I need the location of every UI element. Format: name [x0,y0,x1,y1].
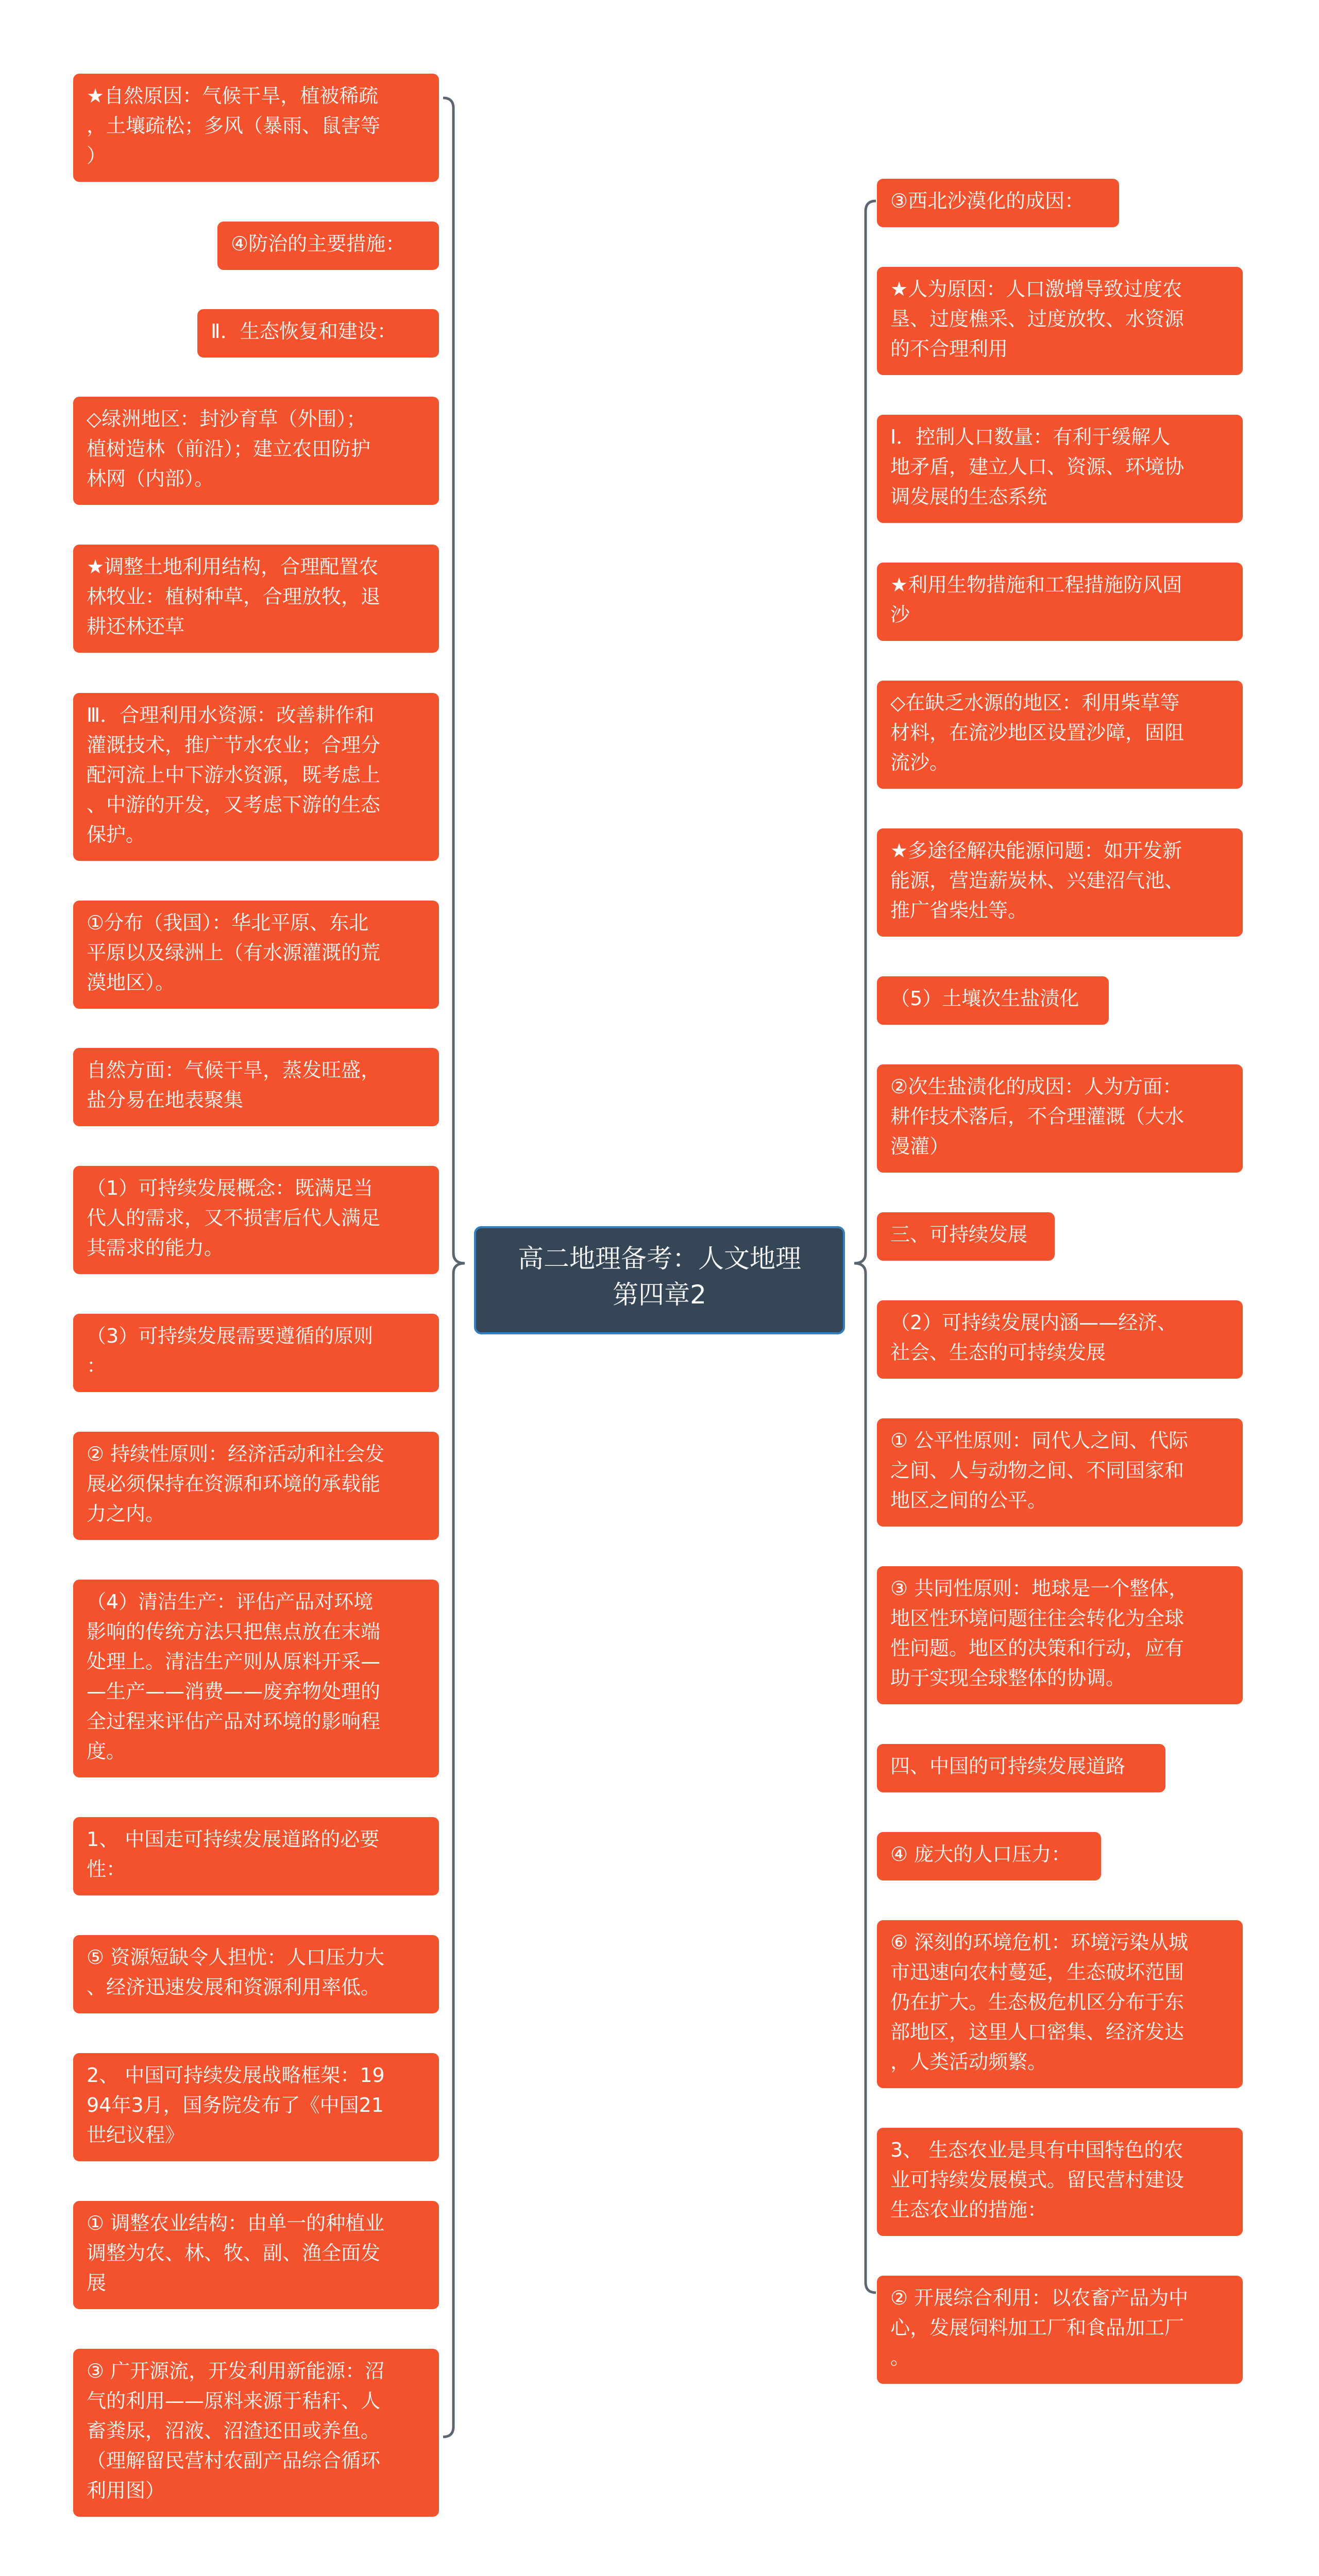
left-node-distribution-china[interactable]: ①分布（我国）：华北平原、东北 平原以及绿洲上（有水源灌溉的荒 漠地区）。 [73,901,439,1009]
left-node-natural-aspects[interactable]: 自然方面：气候干旱，蒸发旺盛， 盐分易在地表聚集 [73,1048,439,1126]
right-node-population-control[interactable]: Ⅰ．控制人口数量：有利于缓解人 地矛盾，建立人口、资源、环境协 调发展的生态系统 [877,415,1243,523]
left-node-strategy-framework[interactable]: 2、 中国可持续发展战略框架：19 94年3月，国务院发布了《中国21 世纪议程》 [73,2053,439,2161]
right-node-human-causes[interactable]: ★人为原因：人口激增导致过度农 垦、过度樵采、过度放牧、水资源 的不合理利用 [877,267,1243,375]
left-node-water-resources[interactable]: Ⅲ．合理利用水资源：改善耕作和 灌溉技术，推广节水农业；合理分 配河流上中下游水资源，既考虑上 、中游的开发，又考虑下游的生态 保护。 [73,693,439,861]
left-node-principles[interactable]: （3）可持续发展需要遵循的原则 ： [73,1314,439,1392]
left-node-resource-shortage[interactable]: ⑤ 资源短缺令人担忧：人口压力大 、经济迅速发展和资源利用率低。 [73,1935,439,2013]
right-node-population-pressure[interactable]: ④ 庞大的人口压力： [877,1832,1101,1880]
root-topic[interactable]: 高二地理备考：人文地理 第四章2 [474,1226,845,1334]
right-node-water-scarce-area[interactable]: ◇在缺乏水源的地区：利用柴草等 材料，在流沙地区设置沙障，固阻 流沙。 [877,681,1243,789]
right-node-energy-solutions[interactable]: ★多途径解决能源问题：如开发新 能源，营造薪炭林、兴建沼气池、 推广省柴灶等。 [877,828,1243,937]
left-node-control-measures[interactable]: ④防治的主要措施： [217,222,439,270]
right-node-eco-agriculture[interactable]: 3、 生态农业是具有中国特色的农 业可持续发展模式。留民营村建设 生态农业的措施： [877,2128,1243,2236]
left-node-land-use-structure[interactable]: ★调整土地利用结构，合理配置农 林牧业：植树种草，合理放牧，退 耕还林还草 [73,545,439,653]
right-node-sustainable-development[interactable]: 三、可持续发展 [877,1212,1055,1261]
left-node-agriculture-structure[interactable]: ① 调整农业结构：由单一的种植业 调整为农、林、牧、副、渔全面发 展 [73,2201,439,2309]
right-node-commonality-principle[interactable]: ③ 共同性原则：地球是一个整体， 地区性环境问题往往会转化为全球 性问题。地区的决策和行动，应有 助于实现全球整体的协调。 [877,1566,1243,1704]
right-node-comprehensive-utilization[interactable]: ② 开展综合利用：以农畜产品为中 心，发展饲料加工厂和食品加工厂 。 [877,2276,1243,2384]
right-node-biological-measures[interactable]: ★利用生物措施和工程措施防风固 沙 [877,563,1243,641]
right-node-fairness-principle[interactable]: ① 公平性原则：同代人之间、代际 之间、人与动物之间、不同国家和 地区之间的公平。 [877,1418,1243,1527]
right-node-china-path[interactable]: 四、中国的可持续发展道路 [877,1744,1165,1792]
left-node-new-energy[interactable]: ③ 广开源流，开发利用新能源：沼 气的利用——原料来源于秸秆、人 畜粪尿，沼液、沼渣还田或养鱼。 （理解留民营村农副产品综合循环 利用图） [73,2349,439,2517]
left-node-clean-production[interactable]: （4）清洁生产：评估产品对环境 影响的传统方法只把焦点放在末端 处理上。清洁生产则从原料开采— —生产——消费——废弃物处理的 全过程来评估产品对环境的影响程 度。 [73,1580,439,1777]
left-node-oasis-area[interactable]: ◇绿洲地区：封沙育草（外围）； 植树造林（前沿）；建立农田防护 林网（内部）。 [73,397,439,505]
right-node-salinization[interactable]: （5）土壤次生盐渍化 [877,976,1109,1025]
left-connector-bracket [433,93,474,2442]
right-node-salinization-causes[interactable]: ②次生盐渍化的成因：人为方面： 耕作技术落后，不合理灌溉（大水 漫灌） [877,1064,1243,1173]
right-node-connotation[interactable]: （2）可持续发展内涵——经济、 社会、生态的可持续发展 [877,1300,1243,1379]
left-node-natural-causes[interactable]: ★自然原因：气候干旱，植被稀疏 ，土壤疏松；多风（暴雨、鼠害等 ） [73,74,439,182]
left-node-sustainability-concept[interactable]: （1）可持续发展概念：既满足当 代人的需求，又不损害后代人满足 其需求的能力。 [73,1166,439,1274]
right-node-environmental-crisis[interactable]: ⑥ 深刻的环境危机：环境污染从城 市迅速向农村蔓延，生态破坏范围 仍在扩大。生态极危机区分布于东 部地区，这里人口密集、经济发达 ，人类活动频繁。 [877,1920,1243,2088]
left-node-sustainability-principle[interactable]: ② 持续性原则：经济活动和社会发 展必须保持在资源和环境的承载能 力之内。 [73,1432,439,1540]
left-node-necessity[interactable]: 1、 中国走可持续发展道路的必要 性： [73,1817,439,1895]
left-node-ecological-restoration[interactable]: Ⅱ．生态恢复和建设： [197,309,439,358]
right-node-desertification-causes[interactable]: ③西北沙漠化的成因： [877,179,1119,227]
